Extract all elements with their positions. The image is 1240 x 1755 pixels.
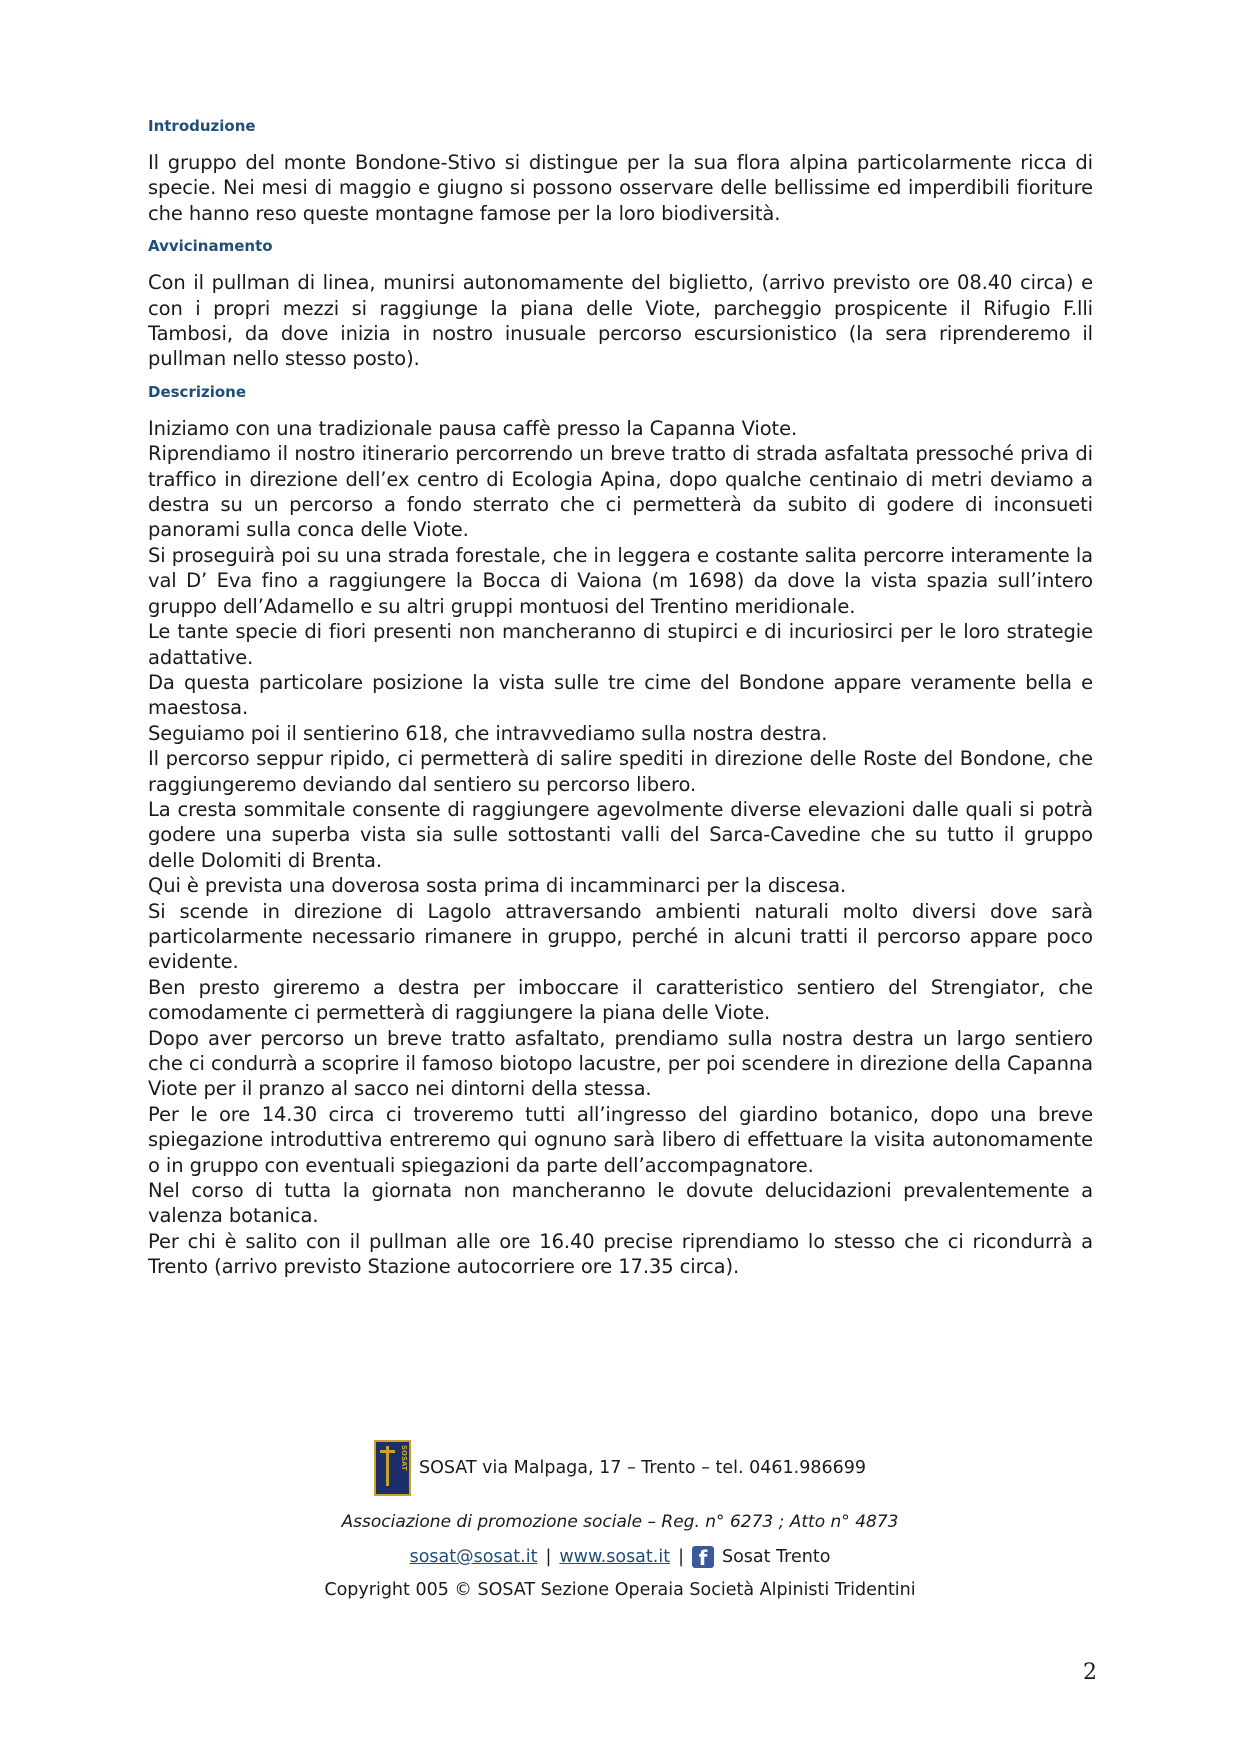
description-block	[148, 416, 1093, 1280]
description-paragraph: Per le ore 14.30 circa ci troveremo tutti all’ingresso del giardino botanico, dopo una breve spiegazione introduttiva entreremo qui ognuno sarà libero di effettuare la visita autonomamente o in gruppo con eventuali spiegazioni da parte dell’accompagnatore.	[148, 1102, 1093, 1177]
description-paragraph: Da questa particolare posizione la vista sulle tre cime del Bondone appare veramente bella e maestosa.	[148, 670, 1093, 720]
sosat-logo-icon: SOSAT	[374, 1440, 411, 1496]
description-paragraph: Nel corso di tutta la giornata non mancheranno le dovute delucidazioni prevalentemente a valenza botanica.	[148, 1179, 1093, 1228]
description-paragraph: Il percorso seppur ripido, ci permetterà di salire spediti in direzione delle Roste del Bondone, che raggiungeremo deviando dal sentiero su percorso libero.	[148, 747, 1093, 796]
website-link[interactable]: www.sosat.it	[559, 1547, 671, 1567]
section-heading-descrizione: Descrizione	[148, 382, 247, 401]
footer-links	[0, 1546, 1240, 1568]
description-paragraph: Dopo aver percorso un breve tratto asfaltato, prendiamo sulla nostra destra un largo sentiero che ci condurrà a scoprire il famoso biotopo lacustre, per poi scendere in direzione della Capanna Viote per il pranzo al sacco nei dintorni della stessa.	[148, 1026, 1093, 1101]
section-heading-introduzione: Introduzione	[148, 117, 256, 135]
description-paragraph: Si proseguirà poi su una strada forestale, che in leggera e costante salita percorre interamente la val D’ Eva fino a raggiungere la Bocca di Vaiona (m 1698) da dove la vista spazia sull’intero gruppo dell’Adamello e su altri gruppi montuosi del Trentino meridionale.	[148, 543, 1093, 618]
footer-separator: |	[678, 1547, 684, 1567]
page-number: 2	[1083, 1660, 1097, 1685]
email-link[interactable]: sosat@sosat.it	[409, 1547, 538, 1567]
document-body	[148, 116, 1093, 1280]
facebook-icon[interactable]: f	[692, 1546, 714, 1568]
description-paragraph: Qui è prevista una doverosa sosta prima di incamminarci per la discesa.	[148, 874, 847, 898]
description-paragraph: Si scende in direzione di Lagolo attraversando ambienti naturali molto diversi dove sarà particolarmente necessario rimanere in gruppo, perché in alcuni tratti il percorso appare poco evidente.	[148, 899, 1093, 974]
footer	[0, 1440, 1240, 1600]
intro-paragraph: Il gruppo del monte Bondone-Stivo si distingue per la sua flora alpina particolarmente ricca di specie. Nei mesi di maggio e giugno si possono osservare delle bellissime ed imperdibili fioriture che hanno reso queste montagne famose per la loro biodiversità.	[148, 151, 1093, 225]
description-paragraph: Riprendiamo il nostro itinerario percorrendo un breve tratto di strada asfaltata pressoché priva di traffico in direzione dell’ex centro di Ecologia Apina, dopo qualche centinaio di metri deviamo a destra su un percorso a fondo sterrato che ci permetterà da subito di godere di inconsueti panorami sulla conca delle Viote.	[148, 442, 1093, 542]
footer-association: Associazione di promozione sociale – Reg. n° 6273 ; Atto n° 4873	[341, 1512, 899, 1532]
section-heading-avvicinamento: Avvicinamento	[148, 237, 273, 256]
description-paragraph: Le tante specie di fiori presenti non mancheranno di stupirci e di incuriosirci per le loro strategie adattative.	[148, 620, 1093, 669]
description-paragraph: Iniziamo con una tradizionale pausa caffè presso la Capanna Viote.	[148, 416, 798, 440]
footer-address-line	[0, 1440, 1240, 1496]
description-paragraph: Seguiamo poi il sentierino 618, che intravvediamo sulla nostra destra.	[148, 721, 828, 745]
footer-separator: |	[545, 1547, 552, 1567]
description-paragraph: La cresta sommitale consente di raggiungere agevolmente diverse elevazioni dalle quali si potrà godere una superba vista sia sulle sottostanti valli del Sarca-Cavedine che su tutto il gruppo delle Dolomiti di Brenta.	[148, 797, 1093, 872]
approach-paragraph: Con il pullman di linea, munirsi autonomamente del biglietto, (arrivo previsto ore 08.40 circa) e con i propri mezzi si raggiunge la piana delle Viote, parcheggio prospicente il Rifugio F.lli Tambosi, da dove inizia in nostro inusuale percorso escursionistico (la sera riprenderemo il pullman nello stesso posto).	[148, 271, 1093, 371]
description-paragraph: Per chi è salito con il pullman alle ore 16.40 precise riprendiamo lo stesso che ci ricondurrà a Trento (arrivo previsto Stazione autocorriere ore 17.35 circa).	[148, 1229, 1093, 1279]
footer-address: SOSAT via Malpaga, 17 – Trento – tel. 0461.986699	[418, 1458, 867, 1478]
facebook-label[interactable]: Sosat Trento	[721, 1547, 831, 1567]
description-paragraph: Ben presto gireremo a destra per imboccare il caratteristico sentiero del Strengiator, che comodamente ci permetterà di raggiungere la piana delle Viote.	[148, 975, 1093, 1025]
footer-copyright: Copyright 005 © SOSAT Sezione Operaia Società Alpinisti Tridentini	[324, 1580, 916, 1600]
